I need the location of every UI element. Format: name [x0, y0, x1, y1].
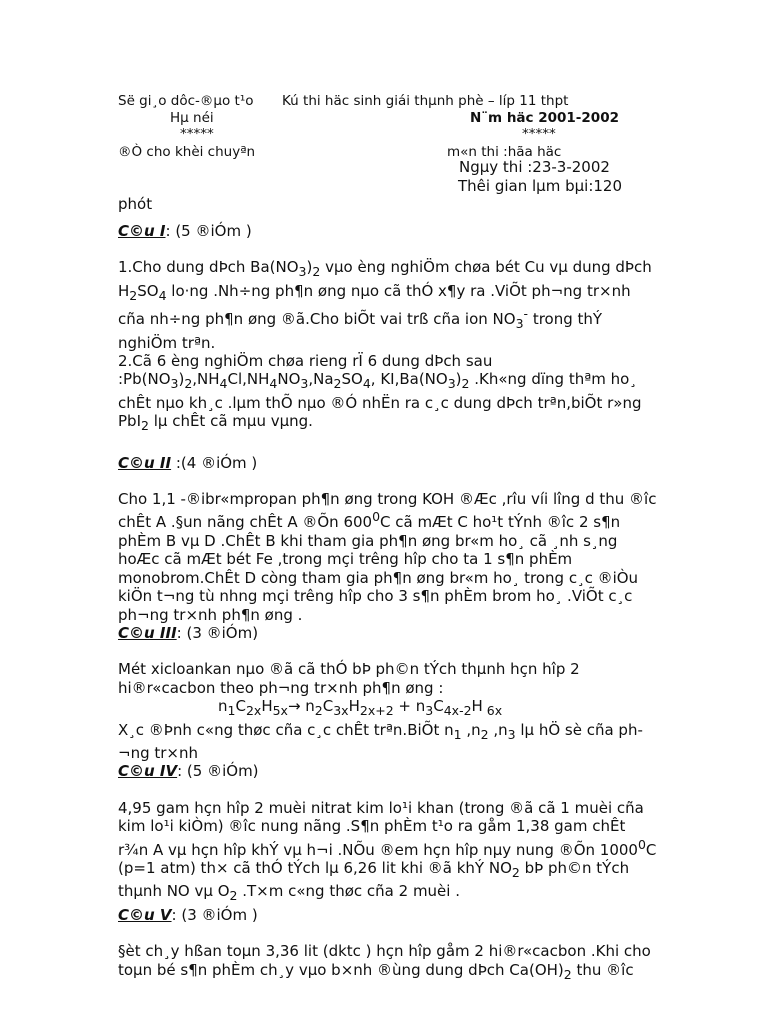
- subscript: 2x+2: [359, 703, 394, 719]
- question-4-text: [118, 799, 658, 906]
- text-run: trong thÝ nghiÖm trªn.: [118, 310, 603, 352]
- exam-duration: Thêi gian lµm bµi:120: [458, 177, 622, 195]
- subscript: 2: [129, 287, 138, 303]
- subscript: 3: [425, 703, 434, 719]
- text-run: , KI,Ba(NO: [370, 370, 448, 389]
- text-run: NO: [277, 370, 301, 389]
- subscript: 2: [229, 888, 238, 904]
- exam-subject: m«n thi :hãa häc: [447, 144, 562, 160]
- text-run: H: [471, 697, 483, 716]
- subscript: 2: [333, 376, 342, 392]
- question-4-title: C©u IV: [118, 762, 178, 781]
- question-4-heading: [118, 762, 658, 780]
- text-run: Cho 1,1 -®ibr«mpropan ph¶n øng trong KOH ®Æc ,rîu víi lîng d thu ®îc chÊt A .§un nãng chÊt A ®Õn 600: [118, 490, 657, 532]
- left-stars: *****: [180, 126, 214, 142]
- text-run: lµ hÖ sè cña ph¬ng tr×nh: [118, 720, 643, 762]
- exam-questions: [118, 211, 658, 984]
- text-run: ,n: [488, 720, 508, 739]
- department-name: Së gi¸o dôc-®µo t¹o: [118, 93, 254, 109]
- subscript: 1: [227, 703, 236, 719]
- text-run: thu ®îc: [571, 960, 634, 979]
- text-run: H: [261, 697, 273, 716]
- question-4-points: : (5 ®iÓm): [177, 762, 259, 781]
- city-name: Hµ néi: [170, 110, 214, 126]
- subscript: 4: [269, 376, 278, 392]
- text-run: vµo èng nghiÖm chøa bét Cu vµ dung dÞch H: [118, 258, 652, 300]
- question-1-points: : (5 ®iÓm ): [165, 222, 252, 240]
- subscript: 4x-2: [443, 703, 472, 719]
- question-1-title: C©u I: [118, 222, 166, 240]
- question-5-title: C©u V: [118, 905, 172, 924]
- question-3-title: C©u III: [118, 623, 177, 642]
- subscript: 2: [511, 864, 520, 880]
- question-1-part-2: [118, 352, 658, 436]
- text-run: C: [235, 697, 246, 716]
- subscript: 2x: [245, 703, 262, 719]
- text-run: ,Na: [308, 370, 334, 389]
- text-run: n: [218, 697, 228, 716]
- text-run: C: [322, 697, 334, 716]
- superscript: -: [523, 306, 529, 322]
- text-run: §èt ch¸y hßan toµn 3,36 lit (dktc ) hçn hîp gåm 2 hi®r«cacbon .Khi cho toµn bé s¶n phÈm ch¸y vµo b×nh ®ùng dung dÞch Ca(OH): [118, 942, 651, 979]
- subscript: 3: [298, 264, 307, 280]
- text-run: X¸c ®Þnh c«ng thøc cña c¸c chÊt trªn.BiÕt n: [118, 720, 454, 739]
- question-2-title: C©u II: [118, 453, 172, 472]
- text-run: + n: [393, 697, 426, 716]
- text-run: ): [455, 370, 462, 389]
- subscript: 3: [447, 376, 456, 392]
- superscript: 0: [372, 509, 381, 525]
- subscript: 6x: [482, 703, 503, 719]
- text-run: H: [348, 697, 360, 716]
- subscript: 4: [158, 287, 167, 303]
- text-run: .T×m c«ng thøc cña 2 muèi .: [237, 882, 460, 901]
- text-run: 4,95 gam hçn hîp 2 muèi nitrat kim lo¹i khan (trong ®ã cã 1 muèi cña kim lo¹i kiÒm) ®îc nung nãng .S¶n phÈm t¹o ra gåm 1,38 gam chÊt r¾n A vµ hçn hîp khÝ vµ h¬i .NÕu ®em hçn hîp nµy nung ®Õn 1000: [118, 798, 644, 859]
- subscript: 1: [453, 726, 462, 742]
- question-3-equation: [118, 697, 658, 720]
- text-run: bÞ ph©n tÝch thµnh NO vµ O: [118, 858, 630, 901]
- superscript: 0: [637, 836, 646, 852]
- text-run: ): [306, 258, 313, 277]
- exam-title: Kú thi häc sinh giái thµnh phè – líp 11 thpt: [282, 93, 569, 109]
- right-stars: *****: [522, 126, 556, 142]
- text-run: SO: [137, 281, 159, 300]
- text-run: Cl,NH: [227, 370, 270, 389]
- question-5-points: : (3 ®iÓm ): [171, 905, 258, 924]
- subscript: 3: [170, 376, 179, 392]
- text-run: 2.Cã 6 èng nghiÖm chøa rieng rÏ 6 dung dÞch sau :Pb(NO: [118, 352, 493, 389]
- subscript: 5x: [272, 703, 288, 719]
- text-run: → n: [287, 697, 315, 716]
- text-run: ): [178, 370, 185, 389]
- text-run: SO: [341, 370, 363, 389]
- exam-date: Ngµy thi :23-3-2002: [459, 158, 610, 176]
- subscript: 2: [184, 376, 193, 392]
- question-3-points: : (3 ®iÓm): [176, 623, 259, 642]
- subscript: 4: [219, 376, 228, 392]
- exam-page: [118, 91, 658, 984]
- subscript: 3x: [333, 703, 349, 719]
- subscript: 2: [312, 264, 321, 280]
- school-year: N¨m häc 2001-2002: [470, 110, 619, 126]
- text-run: ,n: [461, 720, 481, 739]
- question-1-heading: [118, 222, 658, 240]
- exam-header: [118, 91, 658, 211]
- subscript: 2: [480, 726, 489, 742]
- subscript: 3: [515, 316, 524, 332]
- exam-duration-unit: phót: [118, 195, 153, 213]
- question-5-heading: [118, 906, 658, 924]
- text-run: C cã mÆt C ho¹t tÝnh ®îc 2 s¶n phÈm B vµ D .ChÊt B khi tham gia ph¶n øng br«m ho¸ cã ¸nh s¸ng hoÆc cã mÆt bét Fe ,trong mçi trêng hîp cho ta 1 s¶n phÈm monobrom.ChÊt D còng tham gia ph¶n øng br«m ho¸ trong c¸c ®iÒu kiÖn t¬ng tù nhng mçi trêng hîp cho 3 s¶n phÈm brom ho¸ .ViÕt c¸c ph¬ng tr×nh ph¶n øng .: [118, 513, 639, 624]
- text-run: C (p=1 atm) th× cã thÓ tÝch lµ 6,26 lit khi ®ã khÝ NO: [118, 840, 657, 877]
- question-2-text: [118, 490, 658, 624]
- question-3-intro: Mét xicloankan nµo ®ã cã thÓ bÞ ph©n tÝch thµnh hçn hîp 2 hi®r«cacbon theo ph¬ng tr×nh ph¶n øng :: [118, 660, 580, 697]
- subscript: 2: [141, 418, 149, 434]
- subscript: 3: [300, 376, 309, 392]
- question-2-heading: [118, 454, 658, 472]
- question-3-ask: [118, 721, 658, 763]
- question-1-part-1: [118, 258, 658, 352]
- text-run: C: [433, 697, 444, 716]
- subscript: 3: [507, 726, 516, 742]
- subscript: 4: [362, 376, 371, 392]
- text-run: 1.Cho dung dÞch Ba(NO: [118, 258, 299, 277]
- text-run: lµ chÊt cã mµu vµng.: [148, 412, 313, 431]
- question-5-text: [118, 942, 658, 984]
- text-run: lo·ng .Nh÷ng ph¶n øng nµo cã thÓ x¶y ra .ViÕt ph¬ng tr×nh cña nh÷ng ph¶n øng ®ã.Cho biÕt vai trß cña ion NO: [118, 281, 631, 329]
- subscript: 2: [563, 966, 572, 982]
- text-run: .Kh«ng dïng thªm ho¸ chÊt nµo kh¸c .lµm thÕ nµo ®Ó nhËn ra c¸c dung dÞch trªn,biÕt r»ng PbI: [118, 370, 642, 431]
- text-run: ,NH: [192, 370, 220, 389]
- subscript: 2: [461, 376, 470, 392]
- exam-track: ®Ò cho khèi chuyªn: [118, 144, 256, 160]
- subscript: 2: [314, 703, 323, 719]
- question-3-heading: [118, 624, 658, 642]
- question-2-points: :(4 ®iÓm ): [171, 453, 258, 472]
